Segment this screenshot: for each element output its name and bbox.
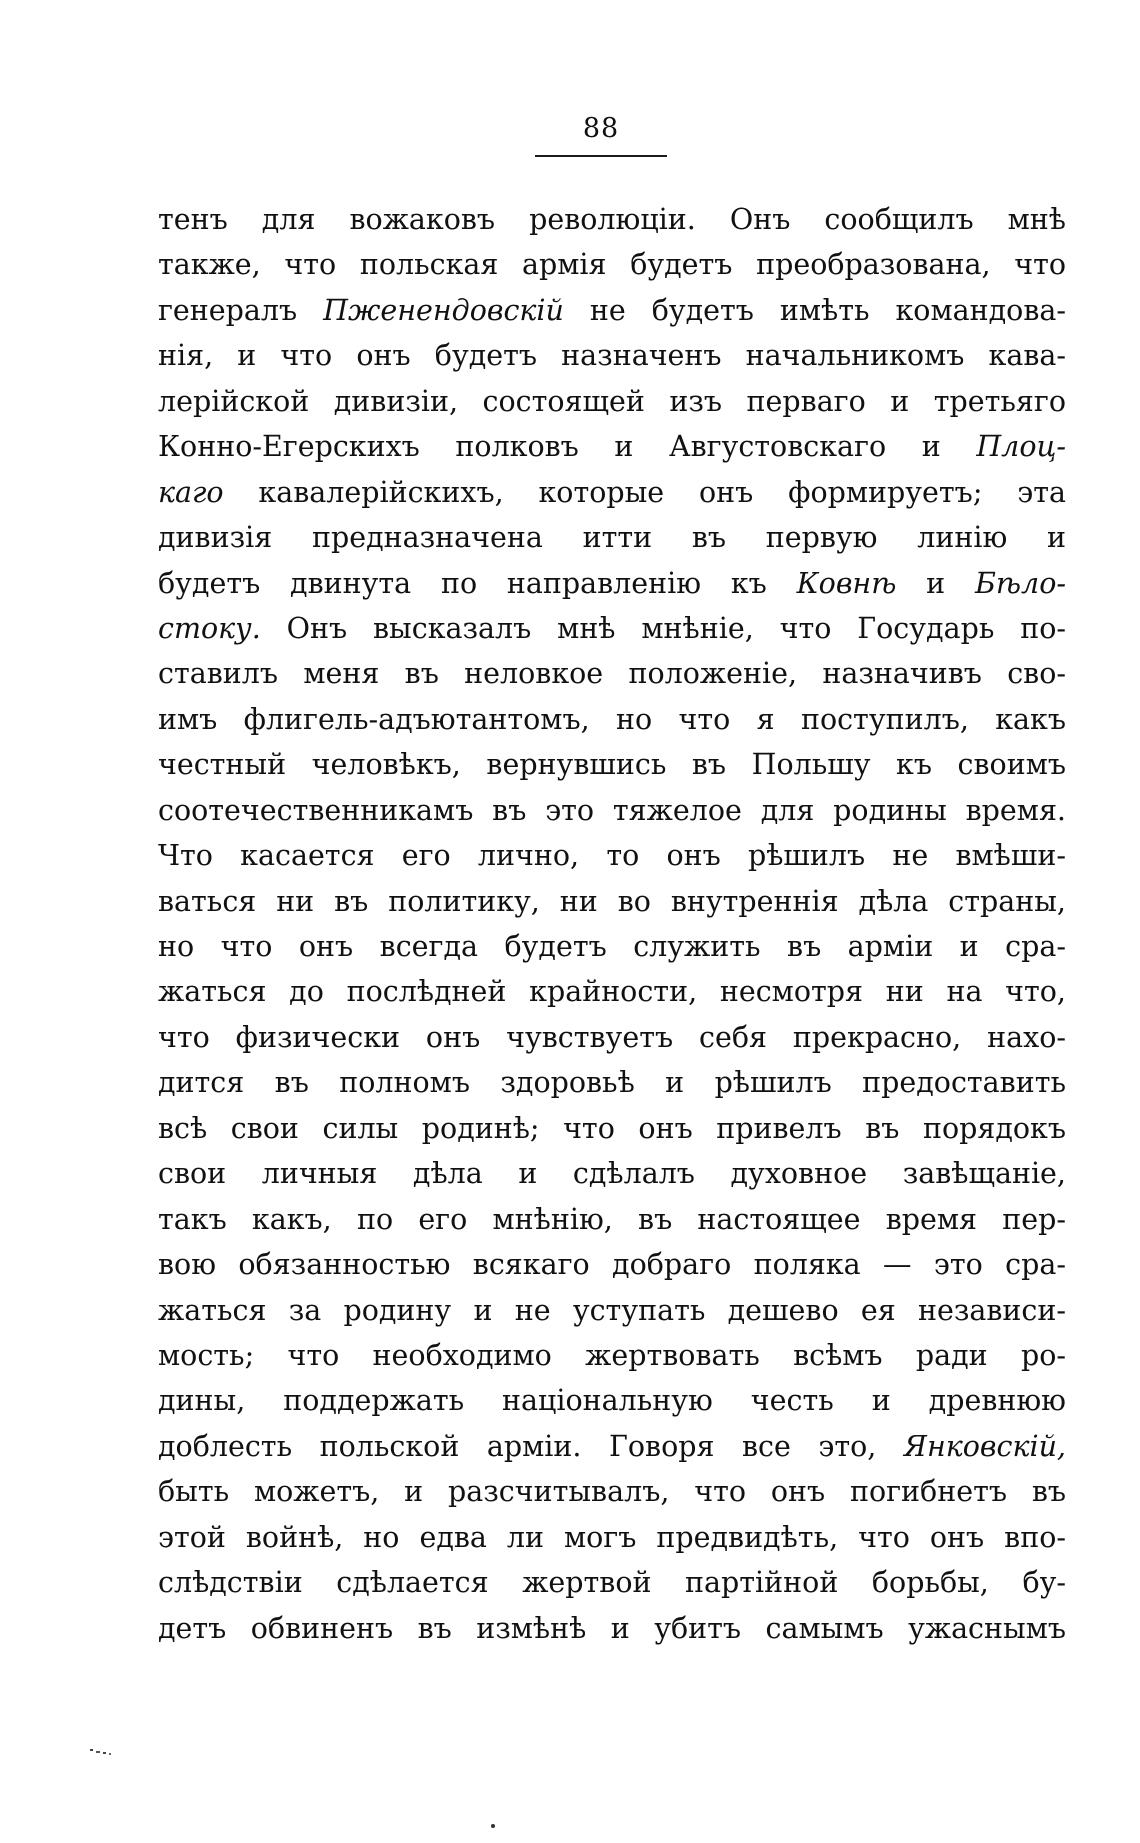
text-line — [158, 1515, 1066, 1560]
text-line — [158, 1424, 1066, 1469]
page-number: 88 — [582, 113, 620, 144]
text-line — [158, 1560, 1066, 1605]
scan-artifact — [491, 1824, 495, 1828]
text-segment: этой войнѣ, но едва ли могъ предвидѣть, что онъ впо- — [158, 1520, 1066, 1554]
text-segment: лерійской дивизіи, состоящей изъ перваго и третьяго — [158, 384, 1066, 418]
text-segment: ставилъ меня въ неловкое положеніе, назначивъ сво- — [158, 657, 1066, 691]
text-segment: генералъ — [158, 293, 324, 327]
text-line — [158, 379, 1066, 424]
text-line — [158, 924, 1066, 969]
text-segment: Онъ высказалъ мнѣ мнѣніе, что Государь по- — [260, 611, 1066, 645]
text-line — [158, 1197, 1066, 1242]
text-segment: Конно-Егерскихъ полковъ и Августовскаго и — [158, 430, 977, 464]
text-line — [158, 197, 1066, 242]
text-line — [158, 242, 1066, 287]
text-segment: быть можетъ, и разсчитывалъ, что онъ погибнетъ въ — [158, 1475, 1066, 1509]
text-line — [158, 470, 1066, 515]
text-segment: кавалерійскихъ, которые онъ формируетъ; эта — [223, 475, 1066, 509]
header-rule — [535, 155, 667, 157]
italic-name: Ковнѣ — [796, 566, 897, 600]
text-line — [158, 969, 1066, 1014]
text-segment: дится въ полномъ здоровьѣ и рѣшилъ предоставить — [158, 1066, 1066, 1100]
text-line — [158, 515, 1066, 560]
text-line — [158, 1469, 1066, 1514]
text-segment: не будетъ имѣть командова- — [563, 293, 1066, 327]
text-line — [158, 561, 1066, 606]
text-segment: ваться ни въ политику, ни во внутреннія дѣла страны, — [158, 884, 1066, 918]
text-segment: мость; что необходимо жертвовать всѣмъ ради ро- — [158, 1338, 1066, 1372]
italic-name: Бѣло- — [974, 566, 1066, 600]
text-line — [158, 1015, 1066, 1060]
text-body — [158, 197, 1066, 1651]
text-segment: дины, поддержать національную честь и древнюю — [158, 1384, 1066, 1418]
text-line — [158, 1060, 1066, 1105]
page-header — [535, 112, 667, 157]
text-segment: доблесть польской арміи. Говоря все это, — [158, 1429, 904, 1463]
text-segment: что физически онъ чувствуетъ себя прекрасно, нахо- — [158, 1020, 1066, 1054]
italic-name: Плоц- — [976, 430, 1066, 464]
text-segment: нія, и что онъ будетъ назначенъ начальникомъ кава- — [158, 339, 1066, 373]
text-segment: соотечественникамъ въ это тяжелое для родины время. — [158, 793, 1066, 827]
text-line — [158, 333, 1066, 378]
text-line — [158, 1151, 1066, 1196]
text-line — [158, 879, 1066, 924]
text-line — [158, 742, 1066, 787]
text-line — [158, 1242, 1066, 1287]
scan-artifact — [90, 1748, 120, 1756]
text-line — [158, 788, 1066, 833]
text-segment: дивизія предназначена итти въ первую линію и — [158, 521, 1066, 555]
text-segment: имъ флигель-адъютантомъ, но что я поступилъ, какъ — [158, 702, 1066, 736]
italic-name: стоку. — [158, 611, 261, 645]
text-segment: Что касается его лично, то онъ рѣшилъ не вмѣши- — [158, 839, 1066, 873]
text-segment: честный человѣкъ, вернувшись въ Польшу къ своимъ — [158, 748, 1066, 782]
text-segment: жаться до послѣдней крайности, несмотря ни на что, — [158, 975, 1066, 1009]
text-line — [158, 833, 1066, 878]
text-segment: жаться за родину и не уступать дешево ея независи- — [158, 1293, 1066, 1327]
text-segment: вою обязанностью всякаго добраго поляка — это сра- — [158, 1248, 1066, 1282]
text-line — [158, 1606, 1066, 1651]
italic-name: каго — [158, 475, 224, 509]
text-segment: также, что польская армія будетъ преобразована, что — [158, 248, 1066, 282]
text-line — [158, 1333, 1066, 1378]
text-line — [158, 697, 1066, 742]
text-line — [158, 1378, 1066, 1423]
text-line — [158, 1106, 1066, 1151]
text-line — [158, 651, 1066, 696]
text-segment: свои личныя дѣла и сдѣлалъ духовное завѣщаніе, — [158, 1157, 1066, 1191]
italic-name: Янковскій, — [903, 1429, 1066, 1463]
text-segment: но что онъ всегда будетъ служить въ арміи и сра- — [158, 930, 1066, 963]
italic-name: Пженендовскій — [323, 293, 564, 327]
text-line — [158, 288, 1066, 333]
text-segment: и — [896, 566, 975, 600]
text-segment: такъ какъ, по его мнѣнію, въ настоящее время пер- — [158, 1202, 1066, 1236]
text-segment: слѣдствіи сдѣлается жертвой партійной борьбы, бу- — [158, 1566, 1066, 1600]
text-segment: будетъ двинута по направленію къ — [158, 566, 797, 600]
text-segment: всѣ свои силы родинѣ; что онъ привелъ въ порядокъ — [158, 1111, 1066, 1145]
text-line — [158, 606, 1066, 651]
text-line — [158, 424, 1066, 469]
text-segment: детъ обвиненъ въ измѣнѣ и убитъ самымъ ужаснымъ — [158, 1611, 1066, 1645]
text-line — [158, 1288, 1066, 1333]
text-segment: тенъ для вожаковъ революціи. Онъ сообщилъ мнѣ — [158, 203, 1066, 236]
